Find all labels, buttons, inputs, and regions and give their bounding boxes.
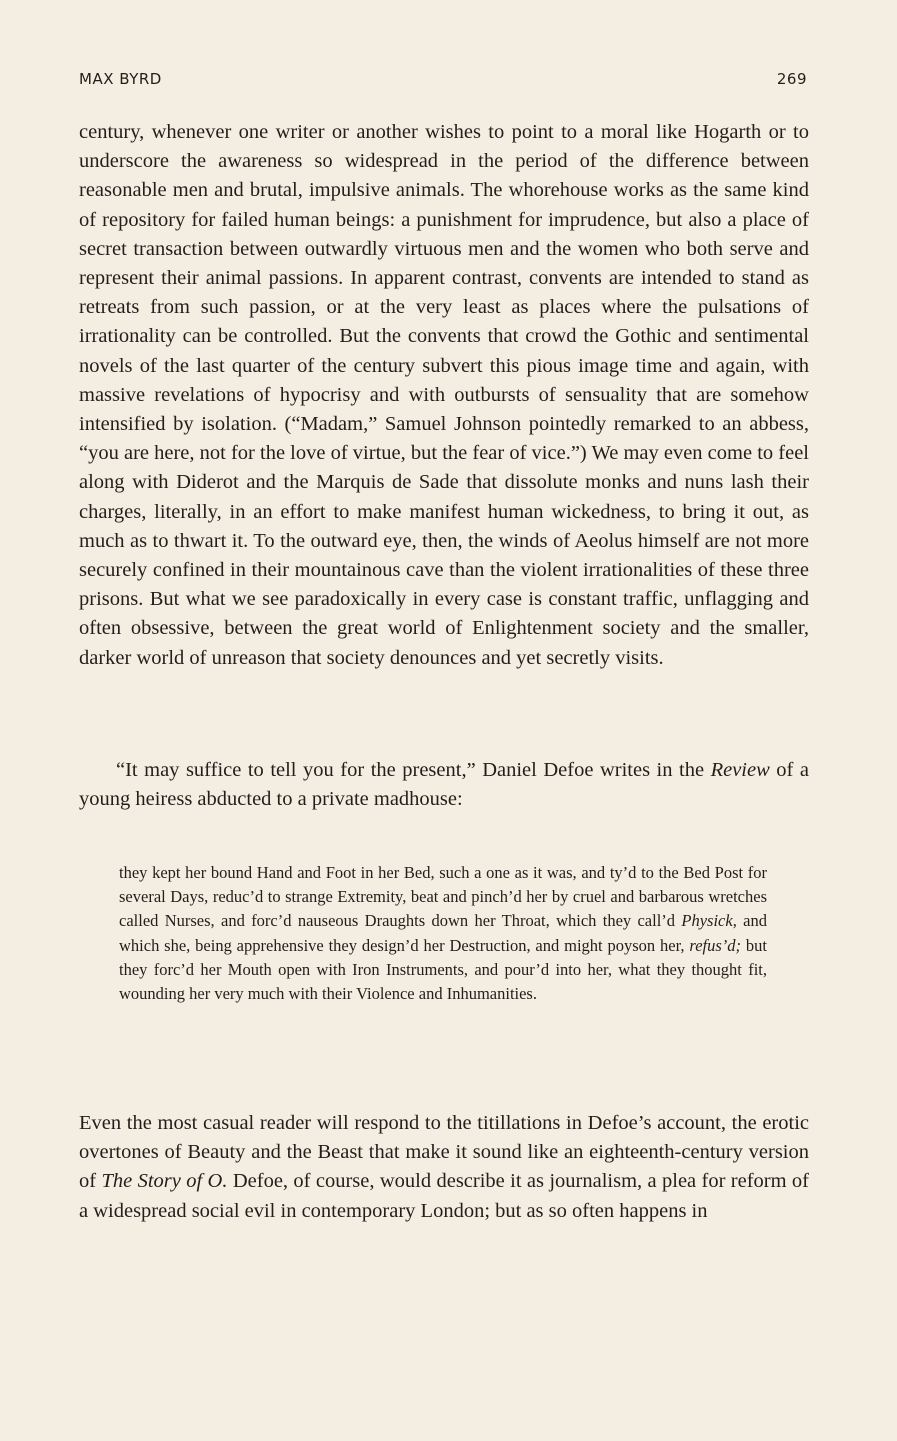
- paragraph-text: [79, 1109, 809, 1226]
- paragraph-text-start: Even the most casual reader will respond to the titillations in Defoe’s account, the erotic overtones of Beauty and the Beast that make it sound like an eighteenth-century version of: [79, 1112, 809, 1193]
- body-paragraph-3: [79, 1109, 809, 1226]
- quote-italic-2: refus’d;: [689, 935, 742, 955]
- paragraph-text-start: “It may suffice to tell you for the present,” Daniel Defoe writes in the: [116, 759, 711, 781]
- block-quote: [119, 861, 767, 1006]
- publication-title: Review: [710, 759, 770, 781]
- body-paragraph-2: [79, 756, 809, 814]
- quote-text-1: they kept her bound Hand and Foot in her Bed, such a one as it was, and ty’d to the Bed Post for several Days, reduc’d to strange Extremity, beat and pinch’d her by cruel and barbarous wretches called Nurses, and forc’d nauseous Draughts down her Throat, which they call’d: [119, 863, 767, 931]
- page-number: 269: [776, 70, 807, 88]
- paragraph-text: century, whenever one writer or another wishes to point to a moral like Hogarth or to underscore the awareness so widespread in the period of the difference between reasonable men and brutal, impulsive animals. The whorehouse works as the same kind of repository for failed human beings: a punishment for imprudence, but also a place of secret transaction between outwardly virtuous men and the women who both serve and represent their animal passions. In apparent contrast, convents are intended to stand as retreats from such passion, or at the very least as places where the pulsations of irrationality can be controlled. But the convents that crowd the Gothic and sentimental novels of the last quarter of the century subvert this pious image time and again, with massive revelations of hypocrisy and with outbursts of sensuality that are somehow intensified by isolation. (“Madam,” Samuel Johnson pointedly remarked to an abbess, “you are here, not for the love of virtue, but the fear of vice.”) We may even come to feel along with Diderot and the Marquis de Sade that dissolute monks and nuns lash their charges, literally, in an effort to make manifest human wickedness, to bring it out, as much as to thwart it. To the outward eye, then, the winds of Aeolus himself are not more securely confined in their mountainous cave than the violent irrationalities of these three prisons. But what we see paradoxically in every case is constant traffic, unflagging and often obsessive, between the great world of Enlightenment society and the smaller, darker world of unreason that society denounces and yet secretly visits.: [79, 121, 809, 669]
- paragraph-text: [79, 756, 809, 814]
- paragraph-text-end: of a young heiress abducted to a private madhouse:: [79, 759, 809, 811]
- book-title: The Story of O.: [101, 1170, 228, 1193]
- quote-text-3: but they forc’d her Mouth open with Iron Instruments, and pour’d into her, what they thought fit, wounding her very much with their Violence and Inhumanities.: [119, 935, 767, 1004]
- quote-text-2: and which she, being apprehensive they design’d her Destruction, and might poyson her,: [119, 911, 767, 955]
- page-header: [79, 70, 807, 94]
- quote-italic-1: Physick,: [681, 911, 737, 931]
- running-head: MAX BYRD: [79, 70, 162, 88]
- body-paragraph-1: [79, 118, 809, 673]
- paragraph-text-end: Defoe, of course, would describe it as journalism, a plea for reform of a widespread social evil in contemporary London; but as so often happens in: [79, 1170, 810, 1222]
